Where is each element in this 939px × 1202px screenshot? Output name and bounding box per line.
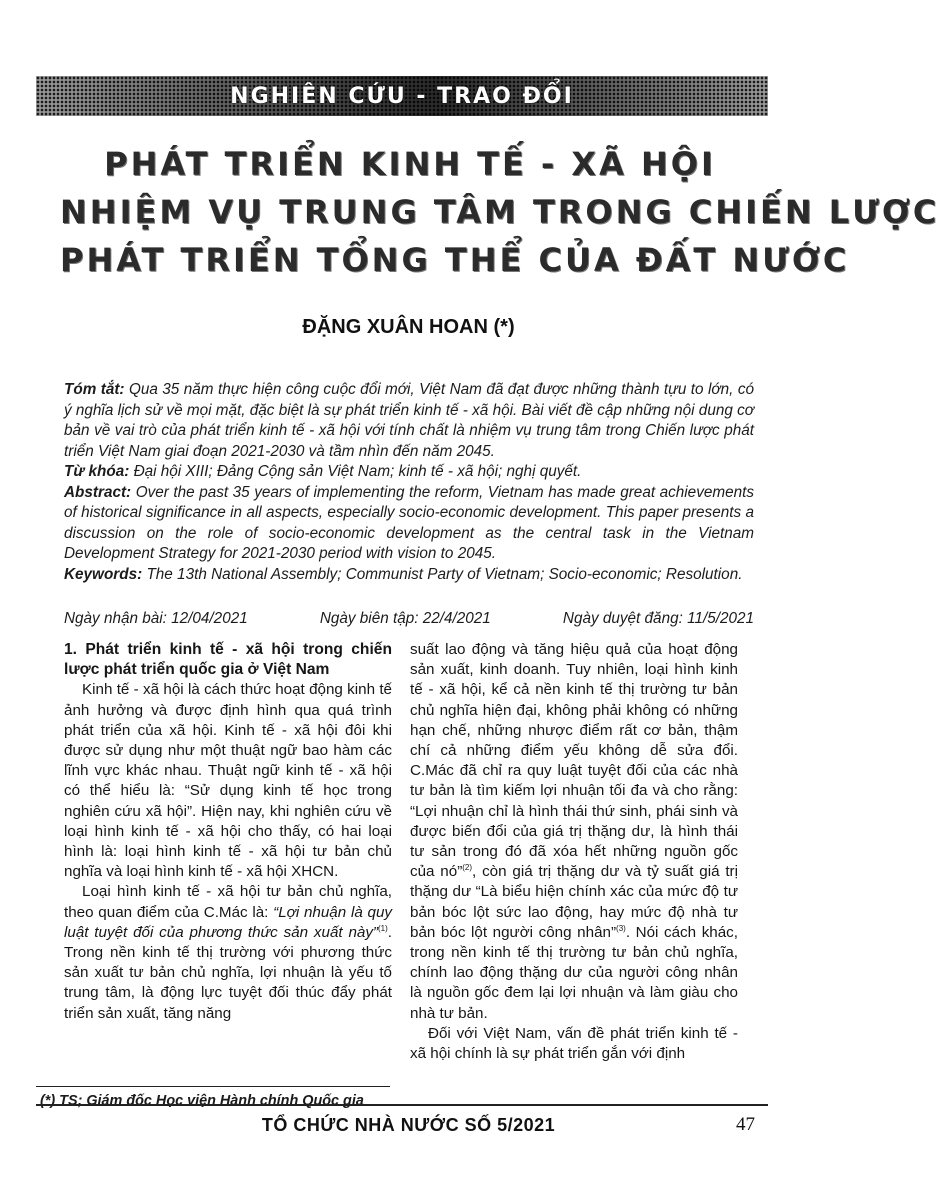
paragraph-3: Đối với Việt Nam, vấn đề phát triển kinh tế - xã hội chính là sự phát triển gắn với định [410,1024,738,1063]
journal-issue: TỔ CHỨC NHÀ NƯỚC SỐ 5/2021 [261,1115,556,1135]
abstract-block [64,380,754,585]
title-line-1: PHÁT TRIỂN KINH TẾ - XÃ HỘI [104,145,716,183]
abstract-vi-label: Tóm tắt: [64,381,125,398]
body-column-right [410,640,738,1064]
date-approved: Ngày duyệt đăng: 11/5/2021 [562,610,754,627]
abstract-en-label: Abstract: [64,483,132,501]
article-title [60,140,939,284]
body-column-left [64,640,392,1024]
paragraph-2-cont-c: . Nói cách khác, trong nền kinh tế thị trường tư bản chủ nghĩa, chính lao động thặng dư của người công nhân là nguồn gốc đem lại lợi nhuận và làm giàu cho nhà tư bản. [410,923,738,1022]
keywords-en-label: Keywords: [64,565,143,583]
page-number: 47 [736,1114,755,1135]
title-line-3: PHÁT TRIỂN TỔNG THỂ CỦA ĐẤT NƯỚC [60,241,850,279]
keywords-vi-label: Từ khóa: [64,463,130,480]
title-line-2: NHIỆM VỤ TRUNG TÂM TRONG CHIẾN LƯỢC [60,193,939,231]
keywords-vi [64,462,754,483]
keywords-vi-text: Đại hội XIII; Đảng Cộng sản Việt Nam; kinh tế - xã hội; nghị quyết. [133,463,582,480]
footnote-ref-1: (1) [377,923,388,933]
keywords-en [64,565,754,586]
paragraph-2-cont-b: , còn giá trị thặng dư và tỷ suất giá trị thặng dư “Là biểu hiện chính xác của mức độ tư bản bóc lột sức lao động, hay mức độ nhà tư bản bóc lột người công nhân” [410,863,738,941]
footnote-divider [36,1086,390,1087]
footer-divider [36,1104,768,1106]
keywords-en-text: The 13th National Assembly; Communist Party of Vietnam; Socio-economic; Resolution. [146,565,743,583]
marx-quote: “Lợi nhuận là quy luật tuyệt đối của phương thức sản xuất này” [64,903,392,941]
paragraph-2 [64,882,392,1023]
paragraph-2-continued [410,640,738,1024]
date-edited: Ngày biên tập: 22/4/2021 [319,610,491,627]
article-dates [64,610,754,628]
section-1-heading: 1. Phát triển kinh tế - xã hội trong chiến lược phát triển quốc gia ở Việt Nam [64,641,392,679]
section-banner-label: NGHIÊN CỨU - TRAO ĐỔI [230,83,574,109]
author-footnote: (*) TS; Giám đốc Học viện Hành chính Quốc gia [40,1093,364,1109]
abstract-vi-text: Qua 35 năm thực hiện công cuộc đổi mới, Việt Nam đã đạt được những thành tựu to lớn, có ý nghĩa lịch sử về mọi mặt, đặc biệt là sự phát triển kinh tế - xã hội. Bài viết đề cập những nội dung cơ bản về vai trò của phát triển kinh tế - xã hội với tính chất là nhiệm vụ trung tâm trong Chiến lược phát triển Việt Nam giai đoạn 2021-2030 và tầm nhìn đến năm 2045. [64,381,754,460]
paragraph-2-rest: . Trong nền kinh tế thị trường với phương thức sản xuất tư bản chủ nghĩa, lợi nhuận là yếu tố trung tâm, là động lực tuyệt đối thúc đẩy phát triển sản xuất, tăng năng [64,923,392,1022]
section-banner [36,76,768,116]
abstract-en-text: Over the past 35 years of implementing the reform, Vietnam has made great achievements of historical significance in all aspects, especially socio-economic development. This paper presents a discussion on the role of socio-economic development as the central task in the Vietnam Development Strategy for 2021-2030 period with vision to 2045. [64,483,755,562]
abstract-en [64,483,754,565]
footnote-ref-3: (3) [616,923,626,933]
author-name: ĐẶNG XUÂN HOAN (*) [302,316,515,338]
footnote-ref-2: (2) [462,863,473,873]
abstract-vi [64,380,754,462]
date-received: Ngày nhận bài: 12/04/2021 [64,610,248,627]
paragraph-2-cont-a: suất lao động và tăng hiệu quả của hoạt động sản xuất, kinh doanh. Tuy nhiên, loại hình kinh tế - xã hội, kể cả nền kinh tế thị trường tư bản chủ nghĩa hiện đại, không phải không có những hạn chế, những nhược điểm rất cơ bản, thậm chí cả những điểm yếu không dễ sửa đổi. C.Mác đã chỉ ra quy luật tuyệt đối của các nhà tư bản là tìm kiếm lợi nhuận tối đa và cho rằng: “Lợi nhuận chỉ là hình thái thứ sinh, phái sinh và được biến đổi của giá trị thặng dư, là hình thái tư sản trong đó đã xóa hết những nguồn gốc của nó” [410,641,738,881]
paragraph-2-lead: Loại hình kinh tế - xã hội tư bản chủ nghĩa, theo quan điểm của C.Mác là: [64,883,392,921]
paragraph-1: Kinh tế - xã hội là cách thức hoạt động kinh tế ảnh hưởng và được định hình qua quá trình phát triển của xã hội. Kinh tế - xã hội đôi khi được sử dụng như một thuật ngữ bao hàm các lĩnh vực khác nhau. Thuật ngữ kinh tế - xã hội có thể hiểu là: “Sử dụng kinh tế học trong nghiên cứu xã hội”. Hiện nay, khi nghiên cứu về loại hình kinh tế - xã hội cho thấy, có hai loại hình là: loại hình kinh tế - xã hội tư bản chủ nghĩa và loại hình kinh tế - xã hội XHCN. [64,681,392,881]
